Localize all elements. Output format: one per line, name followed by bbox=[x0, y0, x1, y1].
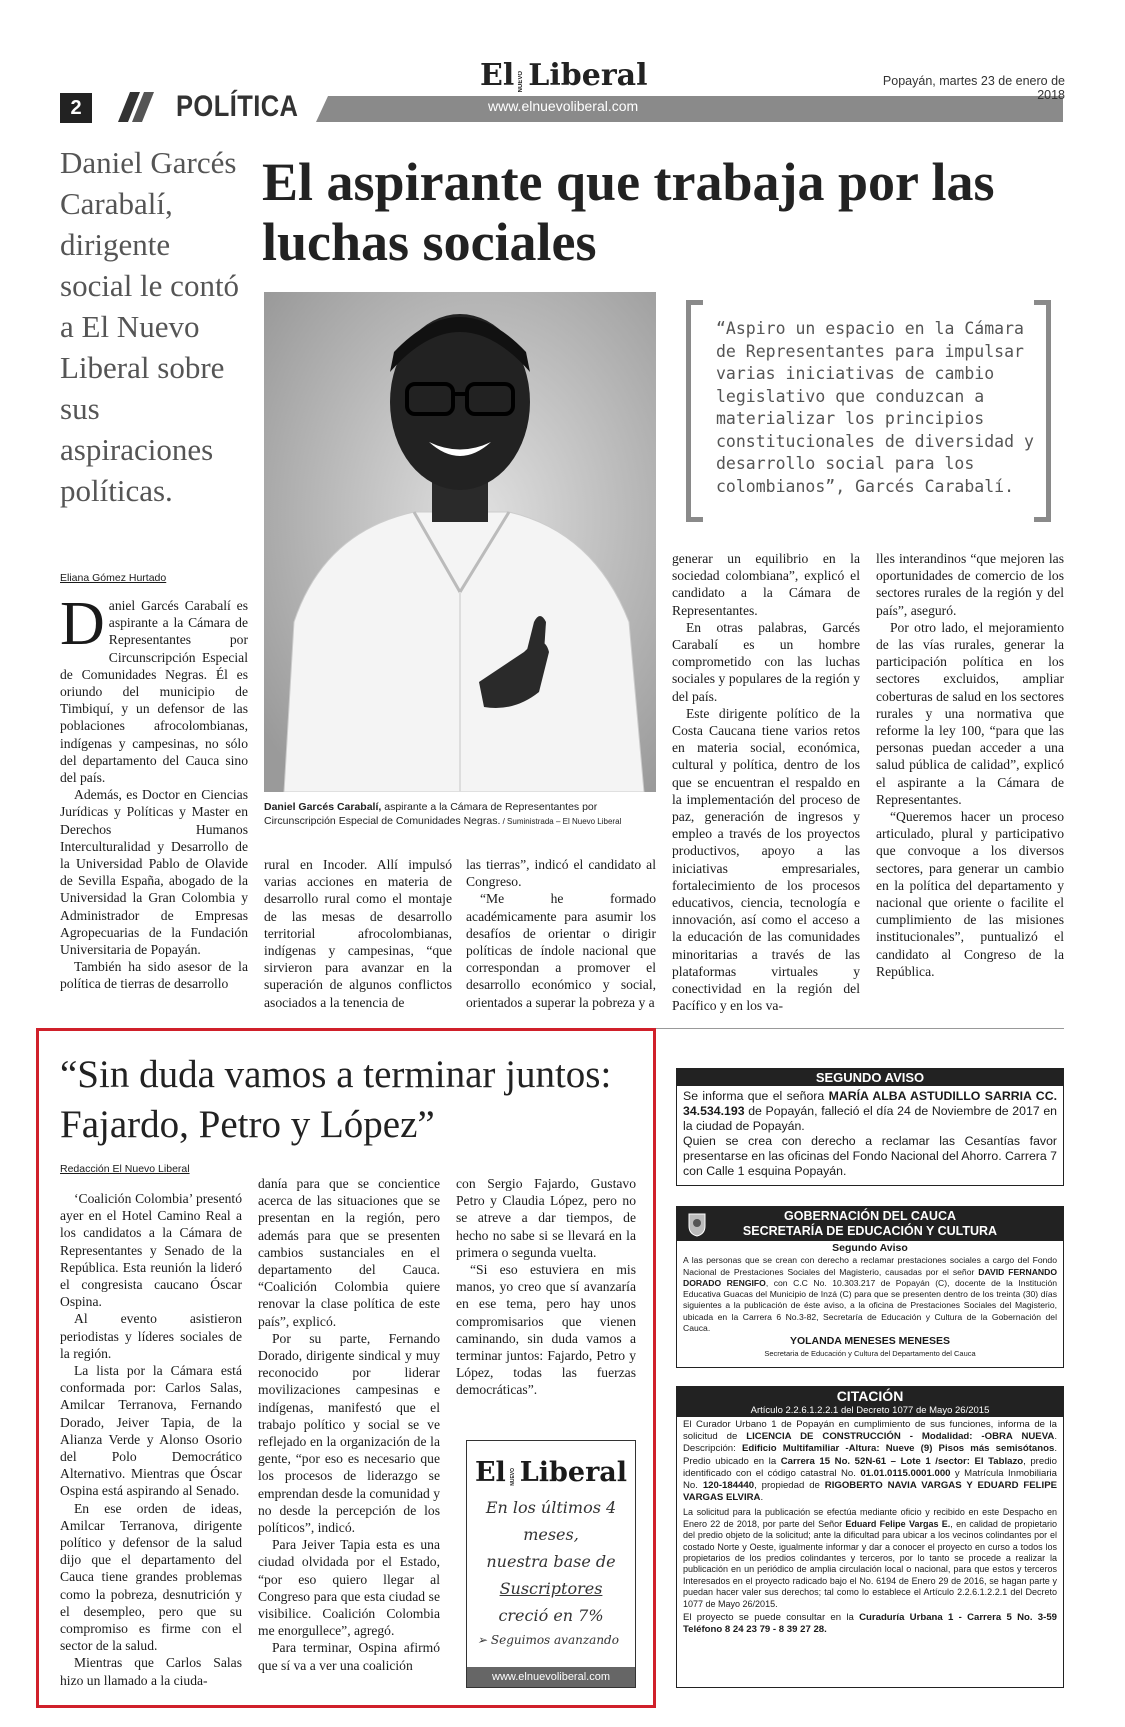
article-headline: El aspirante que trabaja por las luchas sociales bbox=[262, 152, 995, 272]
notice-segundo-aviso: SEGUNDO AVISO Se informa que el señora MARÍA ALBA ASTUDILLO SARRIA CC. 34.534.193 de Popayán, falleció el día 24 de Noviembre de 2017 en la ciudad de Popayán. Quien se crea con derecho a reclamar las Cesantías favor presentarse en las oficinas del Fondo Nacional del Ahorro. Carrera 7 con Calle 1 esquina Popayán. bbox=[676, 1068, 1064, 1186]
promo-tagline: ➢ Seguimos avanzando bbox=[477, 1633, 619, 1647]
header-bar-edge bbox=[316, 96, 330, 127]
article-deck: Daniel Garcés Carabalí, dirigente social le contó a El Nuevo Liberal sobre sus aspiraciones políticas. bbox=[60, 145, 240, 508]
page-number: 2 bbox=[60, 93, 92, 123]
article2-column-1: ‘Coalición Colombia’ presentó ayer en el Hotel Camino Real a los candidatos a la Cámara de Representantes y Senado de la República. Esta reunión la lideró el congresista caucano Óscar Ospina. Al evento asistieron periodistas y líderes sociales de la región. La lista por la Cámara está conformada por: Carlos Salas, Amilcar Terranova, Fernando Dorado, Jeiver Tapia, de la Alianza Verde y Alonso Osorio del Polo Democrático Alternativo. Mientras que Óscar Ospina está aspirando al Senado. En ese orden de ideas, Amilcar Terranova, dirigente político y defensor de la salud dijo que el departamento del Cauca tiene grandes problemas como la pobreza, desnutrición y el desempleo, pero que su compromiso es firme con el sector de la salud. Mientras que Carlos Salas hizo un llamado a la ciuda- bbox=[60, 1191, 242, 1688]
promo-website[interactable]: www.elnuevoliberal.com bbox=[467, 1667, 635, 1687]
article-column-3: las tierras”, indicó el candidato al Congreso. “Me he formado académicamente para asumir los desafíos de orientar o dirigir políticas de índole nacional que correspondan a promover el desarrollo económico y social, orientados a superar la pobreza y a bbox=[466, 857, 656, 1010]
promo-text: En los últimos 4 meses, nuestra base de Suscriptores creció en 7% bbox=[485, 1498, 617, 1625]
notice-citacion: CITACIÓN Artículo 2.2.6.1.2.2.1 del Decreto 1077 de Mayo 26/2015 El Curador Urbano 1 de Popayán en cumplimiento de sus funciones, informa de la solicitud de LICENCIA DE CONSTRUCCIÓN - Modalidad: -OBRA NUEVA. Descripción: Edificio Multifamiliar -Altura: Nueve (9) Pisos más semisótanos. Predio ubicado en la Carrera 15 No. 52N-61 – Lote 1 /sector: El Tablazo, predio identificado con el código catastral No. 01.01.0115.0001.000 y Matrícula Inmobiliaria No. 120-184440, propiedad de RIGOBERTO NAVIA VARGAS Y EDUARD FELIPE VARGAS ELVIRA. La solicitud para la publicación se efectúa mediante oficio y recibido en este Despacho en Enero 22 de 2018, por parte del Señor Eduard Felipe Vargas E., en calidad de propietario del predio objeto de la solicitud; ante la dificultad para ubicar a los vecinos colindantes por el costado Norte y Oeste, igualmente informar y dar a conocer el proyecto en curso a todos los propietarios de los predios colindantes y terceros, por lo tanto se procede a realizar la publicación en un periódico de amplia circulación local o nacional, para que estos y terceros Interesados en el proyecto radicado bajo el No. 6194 de Enero 29 de 2016, se hagan parte y puedan hacer valer sus derechos; tal como lo establece el Artículo 2.2.6.1.2.2.1 del Decreto 1077 de Mayo 26/2015. El proyecto se puede consultar en la Curaduría Urbana 1 - Carrera 5 No. 3-59 Teléfono 8 24 23 79 - 8 39 27 28. bbox=[676, 1386, 1064, 1688]
article2-column-3: con Sergio Fajardo, Gustavo Petro y Claudia López, pero no se atreve a dar tiempos, de hecho no sabe si se llevará en la primera o segunda vuelta. “Si eso estuviera en mis manos, yo creo que sí avanzaría en ese tema, pero hay unos compromisarios que vienen caminando, sin duda vamos a terminar juntos: Fajardo, Petro y López, todas las fuerzas democráticas”. bbox=[456, 1176, 636, 1398]
pull-quote: “Aspiro un espacio en la Cámara de Representantes para impulsar varias iniciativas de cambio legislativo que conduzcan a materializar los principios constitucionales de diversidad y desarrollo social para los colombianos”, Garcés Carabalí. bbox=[716, 319, 1034, 496]
article-column-5: lles interandinos “que mejoren las oportunidades de comercio de los sectores rurales de la región y del país”, aseguró. Por otro lado, el mejoramiento de las vías rurales, generar la participación política en los sectores excluidos, ampliar coberturas de salud en los sectores rurales y una normativa que reforme la ley 100, “para que las personas puedan acceder a una salud pública de calidad”, explicó el aspirante a la Cámara de Representantes. “Queremos hacer un proceso articulado, plural y participativo que convoque a los diversos sectores, para generar un cambio en la política del departamento y nacional que oriente o facilite el cumplimiento de las misiones institucionales”, puntualizó el candidato al Congreso de la República. bbox=[876, 551, 1064, 979]
article-byline: Eliana Gómez Hurtado bbox=[60, 572, 167, 584]
article2-byline: Redacción El Nuevo Liberal bbox=[60, 1163, 190, 1175]
section-title: POLÍTICA bbox=[176, 90, 299, 123]
coat-of-arms-icon bbox=[685, 1210, 709, 1242]
pullquote-bracket-right bbox=[1034, 300, 1051, 522]
masthead-logo: El NUEVO Liberal bbox=[480, 58, 648, 93]
header-dateline: Popayán, martes 23 de enero de 2018 bbox=[882, 74, 1065, 102]
arrow-icon: ➢ bbox=[477, 1633, 491, 1647]
subscriber-promo bbox=[466, 1440, 636, 1688]
photo-caption: Daniel Garcés Carabalí, aspirante a la Cámara de Representantes por Circunscripción Especial de Comunidades Negras. / Suministrada – El Nuevo Liberal bbox=[264, 801, 622, 827]
pullquote-bracket-left bbox=[686, 300, 703, 522]
candidate-photo bbox=[264, 292, 656, 792]
header-website[interactable]: www.elnuevoliberal.com bbox=[488, 98, 639, 114]
promo-logo: El NUEVO Liberal bbox=[474, 1457, 628, 1488]
article2-headline: “Sin duda vamos a terminar juntos: Fajardo, Petro y López” bbox=[60, 1053, 612, 1146]
article-column-2: rural en Incoder. Allí impulsó varias acciones en materia de desarrollo rural como el montaje de las mesas de desarrollo territorial afrocolombianas, indígenas y campesinas, “que sirvieron para avanzar en la superación de algunos conflictos asociados a la tenencia de bbox=[264, 857, 452, 1010]
article2-column-2: danía para que se concientice acerca de las situaciones que se presentan en la región, pero además para que se presenten cambios sustanciales en el departamento del Cauca. “Coalición Colombia quiere renovar la clase política de este país”, explicó. Por su parte, Fernando Dorado, dirigente sindical y muy reconocido por liderar movilizaciones campesinas e indígenas, manifestó que el trabajo político y social se ve reflejado en la organización de la gente, “por eso es necesario que los procesos de liderazgo se emprendan desde la comunidad y no desde la percepción de los políticos”, indicó. Para Jeiver Tapia esta es una ciudad olvidada por el Estado, “por eso quiero llegar al Congreso para que esta ciudad se visibilice. Coalición Colombia me enorgullece”, agregó. Para terminar, Ospina afirmó que sí va a ver una coalición bbox=[258, 1176, 440, 1673]
drop-cap: D bbox=[60, 590, 105, 658]
article-column-1: Daniel Garcés Carabalí es aspirante a la Cámara de Representantes por Circunscripción Especial de Comunidades Negras. Él es oriundo del municipio de Timbiquí, y un defensor de las poblaciones afrocolombianas, indígenas y campesinas, no sólo del departamento del Cauca sino del país. Además, es Doctor en Ciencias Jurídicas y Políticas y Master en Derechos Humanos Interculturalidad y Desarrollo de la Universidad Pablo de Olavide de Sevilla España, abogado de la Universidad la Gran Colombia y Administrador de Empresas Agropecuarias de la Fundación Universitaria de Popayán. También ha sido asesor de la política de tierras de desarrollo bbox=[60, 590, 248, 992]
notice-gobernacion: GOBERNACIÓN DEL CAUCA SECRETARÍA DE EDUCACIÓN Y CULTURA Segundo Aviso A las personas que se crean con derecho a reclamar prestaciones sociales a cargo del Fondo Nacional de Prestaciones Sociales del Magisterio, causadas por el señor DAVID FERNANDO DORADO RENGIFO, con C.C No. 10.303.217 de Popayán (C), docente de la Institución Educativa Guacas del Municipio de Inzá (C) para que se presenten dentro de los treinta (30) días siguientes a la publicación de éste aviso, a la oficina de Prestaciones Sociales del Magisterio, ubicada en la Carrera 6 No.3-82, Secretaría de Educación y Cultura de la Gobernación del Cauca. YOLANDA MENESES MENESES Secretaria de Educación y Cultura del Departamento del Cauca bbox=[676, 1206, 1064, 1368]
section-slash-icon bbox=[116, 90, 164, 129]
article-column-4: generar un equilibrio en la sociedad colombiana”, explicó el candidato a la Cámara de Representantes. En otras palabras, Garcés Carabalí es un hombre comprometido con las luchas sociales y populares de la región y del país. Este dirigente político de la Costa Caucana tiene varios retos en materia social, económica, cultural y política, dentro de los que se encuentran el respaldo en la implementación del proceso de paz, generación de ingresos y empleo a través de los proyectos productivos, apoyo a las iniciativas empresariales, fortalecimiento de los procesos educativos, ciencia, tecnología e innovación, así como el acceso a la educación de las comunidades minoritarias a través de las plataformas virtuales y conectividad en la región del Pacífico y en los va- bbox=[672, 551, 860, 1014]
